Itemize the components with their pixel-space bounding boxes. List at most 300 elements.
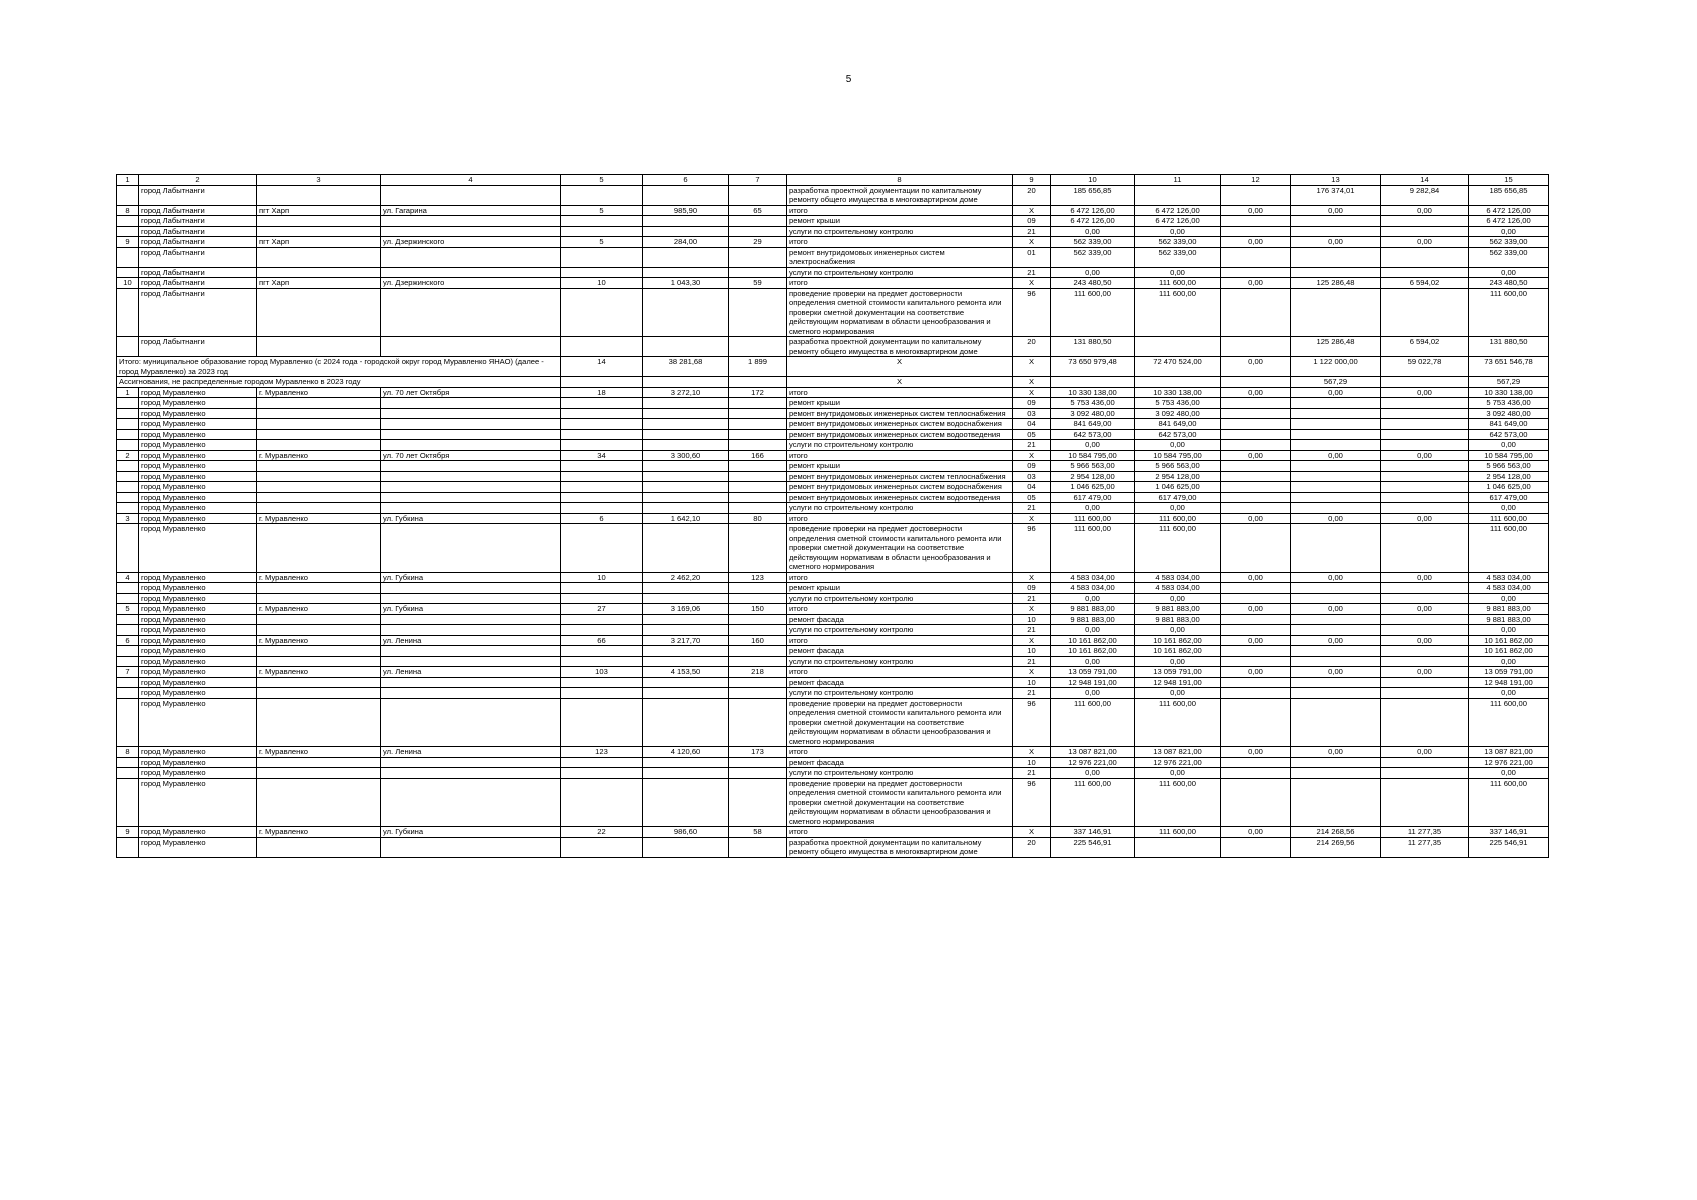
table-cell: г. Муравленко [257, 450, 381, 461]
table-cell [1221, 614, 1291, 625]
table-cell [1221, 419, 1291, 430]
table-cell [117, 440, 139, 451]
table-cell [1381, 583, 1469, 594]
table-cell [1291, 524, 1381, 573]
table-cell: г. Муравленко [257, 572, 381, 583]
table-cell: 9 282,84 [1381, 185, 1469, 205]
table-cell [381, 267, 561, 278]
table-cell: ремонт фасада [787, 614, 1013, 625]
table-cell [1291, 688, 1381, 699]
table-cell: ремонт внутридомовых инженерных систем электроснабжения [787, 247, 1013, 267]
table-cell [643, 419, 729, 430]
table-cell [729, 768, 787, 779]
table-cell: ремонт фасада [787, 646, 1013, 657]
table-cell: 0,00 [1291, 205, 1381, 216]
table-cell: г. Муравленко [257, 635, 381, 646]
table-cell [561, 226, 643, 237]
table-cell [381, 226, 561, 237]
table-cell: ремонт внутридомовых инженерных систем водоотведения [787, 429, 1013, 440]
table-cell [257, 337, 381, 357]
table-cell: 1 043,30 [643, 278, 729, 289]
table-cell: 4 583 034,00 [1051, 583, 1135, 594]
table-cell: город Муравленко [139, 757, 257, 768]
table-cell [381, 757, 561, 768]
table-cell: 96 [1013, 288, 1051, 337]
table-cell [729, 226, 787, 237]
table-row [117, 337, 1549, 357]
table-cell [117, 398, 139, 409]
table-cell: услуги по строительному контролю [787, 226, 1013, 237]
table-cell [561, 837, 643, 857]
column-number: 6 [643, 175, 729, 186]
table-cell [257, 593, 381, 604]
table-cell [561, 625, 643, 636]
table-cell: г. Муравленко [257, 387, 381, 398]
table-cell [381, 440, 561, 451]
table-cell: 0,00 [1291, 572, 1381, 583]
table-cell [1381, 656, 1469, 667]
table-cell: 111 600,00 [1135, 513, 1221, 524]
column-number: 15 [1469, 175, 1549, 186]
table-cell: 111 600,00 [1051, 698, 1135, 747]
table-cell [729, 337, 787, 357]
table-cell [257, 524, 381, 573]
table-cell: X [1013, 827, 1051, 838]
table-cell [257, 688, 381, 699]
table-row [117, 226, 1549, 237]
table-cell [1221, 757, 1291, 768]
table-cell: город Лабытнанги [139, 278, 257, 289]
table-cell: 0,00 [1221, 237, 1291, 248]
table-cell: 0,00 [1051, 656, 1135, 667]
table-cell: 58 [729, 827, 787, 838]
table-cell: 617 479,00 [1469, 492, 1549, 503]
table-cell: 0,00 [1135, 503, 1221, 514]
table-cell [729, 408, 787, 419]
table-cell: 9 [117, 237, 139, 248]
table-cell: город Муравленко [139, 408, 257, 419]
table-cell [117, 482, 139, 493]
table-cell: 12 948 191,00 [1051, 677, 1135, 688]
table-cell [257, 677, 381, 688]
table-cell [381, 471, 561, 482]
table-cell [561, 461, 643, 472]
table-cell: 0,00 [1381, 667, 1469, 678]
table-cell [729, 698, 787, 747]
table-cell: город Лабытнанги [139, 226, 257, 237]
table-cell [1221, 408, 1291, 419]
table-cell [1291, 593, 1381, 604]
table-cell: 1 122 000,00 [1291, 357, 1381, 377]
table-cell [1291, 398, 1381, 409]
table-cell: город Муравленко [139, 635, 257, 646]
table-row [117, 646, 1549, 657]
table-cell [257, 482, 381, 493]
table-cell [257, 440, 381, 451]
table-cell: город Муравленко [139, 450, 257, 461]
table-cell: 12 976 221,00 [1469, 757, 1549, 768]
table-cell [257, 698, 381, 747]
table-cell [1221, 247, 1291, 267]
table-cell: 22 [561, 827, 643, 838]
table-cell [643, 440, 729, 451]
column-number: 13 [1291, 175, 1381, 186]
table-cell [1381, 377, 1469, 388]
table-cell: 20 [1013, 837, 1051, 857]
table-cell: 243 480,50 [1051, 278, 1135, 289]
table-cell: 1 899 [729, 357, 787, 377]
table-cell [381, 583, 561, 594]
table-cell [643, 461, 729, 472]
table-cell: проведение проверки на предмет достоверности определения сметной стоимости капитального ремонта или проверки сметной документации на соответствие действующим нормативам в области ценообразования и сметного нормирования [787, 288, 1013, 337]
table-row [117, 593, 1549, 604]
table-cell [1221, 226, 1291, 237]
table-row [117, 387, 1549, 398]
table-cell: город Муравленко [139, 747, 257, 758]
table-row [117, 492, 1549, 503]
table-cell [643, 503, 729, 514]
table-cell: город Муравленко [139, 524, 257, 573]
table-cell [1221, 288, 1291, 337]
table-row [117, 216, 1549, 227]
table-cell: 2 954 128,00 [1135, 471, 1221, 482]
table-cell: 5 [561, 237, 643, 248]
table-cell: 6 594,02 [1381, 337, 1469, 357]
table-cell [729, 398, 787, 409]
table-cell [643, 398, 729, 409]
table-cell: ремонт внутридомовых инженерных систем водоотведения [787, 492, 1013, 503]
table-cell: ремонт крыши [787, 583, 1013, 594]
table-cell [1135, 185, 1221, 205]
table-cell: 4 583 034,00 [1135, 583, 1221, 594]
table-cell: 185 656,85 [1051, 185, 1135, 205]
table-cell [1221, 267, 1291, 278]
table-cell [643, 688, 729, 699]
summary-row [117, 377, 1549, 388]
table-cell [1221, 337, 1291, 357]
table-cell [729, 440, 787, 451]
table-row [117, 440, 1549, 451]
table-cell [117, 646, 139, 657]
table-cell: ремонт крыши [787, 398, 1013, 409]
table-cell: 562 339,00 [1469, 247, 1549, 267]
table-cell [117, 337, 139, 357]
table-cell: 0,00 [1135, 267, 1221, 278]
table-cell [561, 646, 643, 657]
table-cell [1291, 583, 1381, 594]
table-cell: пгт Харп [257, 278, 381, 289]
table-cell [257, 461, 381, 472]
table-cell: 0,00 [1469, 503, 1549, 514]
table-cell [1381, 614, 1469, 625]
table-cell [729, 677, 787, 688]
table-cell: 9 881 883,00 [1469, 604, 1549, 615]
table-cell [643, 656, 729, 667]
table-row [117, 419, 1549, 430]
table-cell: город Лабытнанги [139, 216, 257, 227]
table-cell [1221, 593, 1291, 604]
table-cell: 4 [117, 572, 139, 583]
table-cell: 0,00 [1381, 747, 1469, 758]
table-cell [729, 778, 787, 827]
table-cell: услуги по строительному контролю [787, 768, 1013, 779]
table-cell [643, 757, 729, 768]
table-cell: услуги по строительному контролю [787, 625, 1013, 636]
table-cell [643, 216, 729, 227]
table-cell: 10 161 862,00 [1469, 646, 1549, 657]
table-cell: 3 217,70 [643, 635, 729, 646]
column-number: 4 [381, 175, 561, 186]
table-cell: 21 [1013, 226, 1051, 237]
table-cell [257, 583, 381, 594]
table-cell [1381, 492, 1469, 503]
table-cell: 111 600,00 [1135, 827, 1221, 838]
table-cell: итого [787, 747, 1013, 758]
table-cell [257, 398, 381, 409]
table-cell [643, 677, 729, 688]
table-cell [381, 625, 561, 636]
table-cell [381, 216, 561, 227]
table-cell: 11 277,35 [1381, 827, 1469, 838]
table-row [117, 471, 1549, 482]
table-cell: 09 [1013, 216, 1051, 227]
table-cell: проведение проверки на предмет достоверности определения сметной стоимости капитального ремонта или проверки сметной документации на соответствие действующим нормативам в области ценообразования и сметного нормирования [787, 698, 1013, 747]
table-cell [561, 503, 643, 514]
table-cell: город Муравленко [139, 593, 257, 604]
table-cell: 562 339,00 [1051, 247, 1135, 267]
table-cell: 6 [561, 513, 643, 524]
table-cell: 214 269,56 [1291, 837, 1381, 857]
table-cell: 567,29 [1291, 377, 1381, 388]
table-cell: 2 462,20 [643, 572, 729, 583]
table-cell [257, 646, 381, 657]
table-cell: г. Муравленко [257, 747, 381, 758]
table-cell [117, 593, 139, 604]
table-cell: 10 [1013, 614, 1051, 625]
table-cell: 10 [1013, 757, 1051, 768]
table-cell [257, 267, 381, 278]
table-cell: итого [787, 513, 1013, 524]
table-cell [117, 583, 139, 594]
column-number: 8 [787, 175, 1013, 186]
table-cell [381, 461, 561, 472]
table-cell [643, 185, 729, 205]
table-cell [1221, 429, 1291, 440]
table-cell [729, 429, 787, 440]
table-cell [643, 614, 729, 625]
table-row [117, 768, 1549, 779]
table-cell: 2 954 128,00 [1051, 471, 1135, 482]
table-cell: 111 600,00 [1469, 513, 1549, 524]
table-cell: 173 [729, 747, 787, 758]
table-cell: 21 [1013, 503, 1051, 514]
table-cell: 10 330 138,00 [1469, 387, 1549, 398]
table-cell [729, 503, 787, 514]
table-cell [1291, 267, 1381, 278]
table-cell: 12 976 221,00 [1135, 757, 1221, 768]
table-cell: 9 881 883,00 [1135, 604, 1221, 615]
table-cell: 111 600,00 [1469, 778, 1549, 827]
table-cell [381, 503, 561, 514]
table-cell: 111 600,00 [1135, 698, 1221, 747]
table-cell [1381, 461, 1469, 472]
table-cell: 10 161 862,00 [1135, 635, 1221, 646]
table-cell: 5 753 436,00 [1469, 398, 1549, 409]
table-cell: 0,00 [1051, 593, 1135, 604]
table-cell [643, 646, 729, 657]
table-cell: 65 [729, 205, 787, 216]
table-cell [381, 677, 561, 688]
table-cell: 111 600,00 [1469, 524, 1549, 573]
table-cell [117, 757, 139, 768]
table-cell: 2 [117, 450, 139, 461]
table-row [117, 267, 1549, 278]
table-cell [257, 288, 381, 337]
table-cell [561, 440, 643, 451]
table-cell: 111 600,00 [1135, 288, 1221, 337]
table-cell [1291, 503, 1381, 514]
table-cell: 96 [1013, 778, 1051, 827]
table-cell [1291, 778, 1381, 827]
table-cell [561, 408, 643, 419]
table-cell [729, 646, 787, 657]
table-cell: 111 600,00 [1135, 524, 1221, 573]
table-cell: 10 161 862,00 [1051, 635, 1135, 646]
table-cell [381, 524, 561, 573]
table-cell: 1 [117, 387, 139, 398]
table-cell: итого [787, 604, 1013, 615]
table-cell [1221, 482, 1291, 493]
table-cell [561, 583, 643, 594]
table-cell: 4 153,50 [643, 667, 729, 678]
table-cell: город Лабытнанги [139, 185, 257, 205]
table-cell: 0,00 [1291, 237, 1381, 248]
table-cell [561, 688, 643, 699]
table-cell [117, 267, 139, 278]
table-cell: 5 753 436,00 [1051, 398, 1135, 409]
table-cell [1291, 646, 1381, 657]
table-cell: 13 087 821,00 [1469, 747, 1549, 758]
table-cell [643, 267, 729, 278]
table-cell: 0,00 [1221, 387, 1291, 398]
table-cell [1221, 398, 1291, 409]
table-cell [381, 398, 561, 409]
table-cell [729, 461, 787, 472]
table-cell [561, 247, 643, 267]
table-cell [1291, 471, 1381, 482]
table-cell: 12 976 221,00 [1051, 757, 1135, 768]
table-cell: 0,00 [1051, 503, 1135, 514]
table-cell [729, 247, 787, 267]
table-cell [1051, 377, 1135, 388]
table-cell [381, 288, 561, 337]
table-cell [1381, 625, 1469, 636]
column-number: 7 [729, 175, 787, 186]
table-cell: итого [787, 667, 1013, 678]
column-number: 9 [1013, 175, 1051, 186]
table-cell: 0,00 [1381, 572, 1469, 583]
table-cell: X [1013, 667, 1051, 678]
table-row [117, 837, 1549, 857]
table-cell [117, 226, 139, 237]
table-cell [1381, 216, 1469, 227]
table-cell: 0,00 [1469, 593, 1549, 604]
table-cell [381, 482, 561, 493]
table-cell [1381, 524, 1469, 573]
table-cell [117, 768, 139, 779]
table-cell [729, 419, 787, 430]
table-cell: 642 573,00 [1135, 429, 1221, 440]
table-cell [1221, 656, 1291, 667]
table-cell: 10 [1013, 646, 1051, 657]
table-row [117, 288, 1549, 337]
table-cell: 0,00 [1221, 827, 1291, 838]
table-cell [1221, 471, 1291, 482]
table-cell: услуги по строительному контролю [787, 593, 1013, 604]
table-cell [643, 288, 729, 337]
table-cell: город Муравленко [139, 646, 257, 657]
table-cell: 123 [729, 572, 787, 583]
table-cell: 73 650 979,48 [1051, 357, 1135, 377]
table-cell: 111 600,00 [1135, 278, 1221, 289]
table-cell: 6 594,02 [1381, 278, 1469, 289]
table-cell [257, 656, 381, 667]
table-cell: 03 [1013, 471, 1051, 482]
table-cell [561, 185, 643, 205]
table-cell [1381, 677, 1469, 688]
column-number: 2 [139, 175, 257, 186]
table-cell: 5 753 436,00 [1135, 398, 1221, 409]
table-cell: город Муравленко [139, 482, 257, 493]
table-cell: 9 881 883,00 [1469, 614, 1549, 625]
table-cell [1221, 646, 1291, 657]
table-cell: 6 472 126,00 [1051, 216, 1135, 227]
table-cell: город Муравленко [139, 625, 257, 636]
table-cell [1291, 768, 1381, 779]
table-cell [1221, 503, 1291, 514]
table-cell [1221, 185, 1291, 205]
table-cell: 27 [561, 604, 643, 615]
table-cell: 841 649,00 [1051, 419, 1135, 430]
table-cell: 0,00 [1469, 768, 1549, 779]
table-cell: 841 649,00 [1469, 419, 1549, 430]
table-cell: X [1013, 450, 1051, 461]
table-cell [381, 492, 561, 503]
table-cell [561, 377, 643, 388]
table-row [117, 398, 1549, 409]
table-cell: 3 300,60 [643, 450, 729, 461]
table-cell: 3 [117, 513, 139, 524]
table-cell [381, 778, 561, 827]
table-cell: ул. Ленина [381, 747, 561, 758]
table-cell: X [1013, 604, 1051, 615]
table-cell: 160 [729, 635, 787, 646]
table-cell [1381, 226, 1469, 237]
table-cell: 59 022,78 [1381, 357, 1469, 377]
table-cell [1291, 226, 1381, 237]
table-cell [381, 768, 561, 779]
table-cell [117, 614, 139, 625]
table-cell: 0,00 [1469, 656, 1549, 667]
column-number: 1 [117, 175, 139, 186]
table-cell: разработка проектной документации по капитальному ремонту общего имущества в многоквартирном доме [787, 337, 1013, 357]
table-cell: 642 573,00 [1469, 429, 1549, 440]
table-cell: 125 286,48 [1291, 337, 1381, 357]
table-cell: ремонт фасада [787, 757, 1013, 768]
table-cell: 9 881 883,00 [1051, 614, 1135, 625]
table-cell: 0,00 [1221, 357, 1291, 377]
table-cell [1381, 429, 1469, 440]
